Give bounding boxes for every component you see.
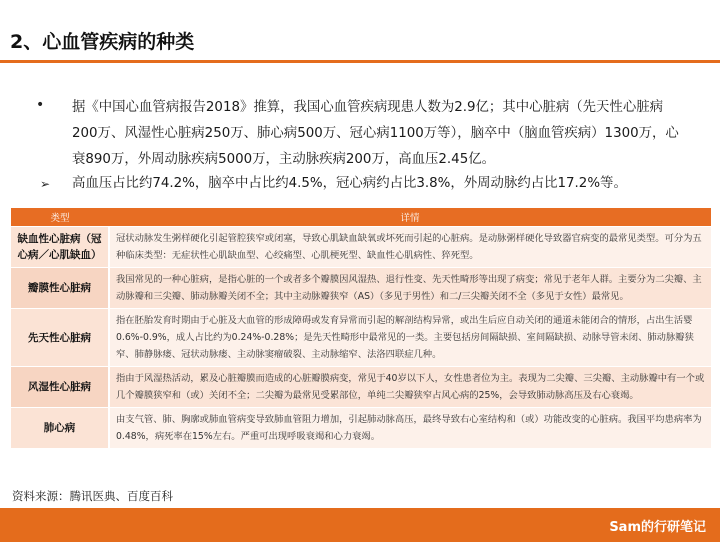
brand-label: Sam的行研笔记 [609, 520, 706, 535]
detail-cell: 指由于风湿热活动，累及心脏瓣膜而造成的心脏瓣膜病变，常见于40岁以下人，女性患者位为主。表现为二尖瓣、三尖瓣、主动脉瓣中有一个或几个瓣膜狭窄和（或）关闭不全；二尖瓣为最常见受累部位，单纯二尖瓣狭窄占风心病的25%，会导致肺动脉高压及右心衰竭。 [109, 367, 711, 408]
table-row [11, 367, 711, 408]
page-title: 2、心血管疾病的种类 [10, 31, 195, 53]
table-row [11, 268, 711, 309]
proportion-paragraph: 高血压占比约74.2%，脑卒中占比约4.5%，冠心病约占比3.8%，外周动脉约占比17.2%等。 [72, 176, 627, 191]
type-cell: 先天性心脏病 [11, 309, 109, 367]
table-row [11, 408, 711, 449]
title-divider [0, 60, 720, 63]
detail-cell: 指在胚胎发育时期由于心脏及大血管的形成障碍或发育异常而引起的解剖结构异常，或出生后应自动关闭的通道未能闭合的情形，占出生活婴0.6%-0.9%，成人占比约为0.24%-0.28%；是先天性畸形中最常见的一类。主要包括房间隔缺损、室间隔缺损、动脉导管未闭、肺动脉瓣狭窄、肺静脉瘘、冠状动脉瘘、主动脉窦瘤破裂、主动脉缩窄、法洛四联症几种。 [109, 309, 711, 367]
type-cell: 风湿性心脏病 [11, 367, 109, 408]
table-header-row [11, 208, 711, 227]
bullet-icon: • [36, 97, 45, 113]
arrow-bullet-icon: ➢ [40, 177, 51, 191]
header-type: 类型 [11, 208, 109, 227]
source-note: 资料来源：腾讯医典、百度百科 [12, 489, 173, 503]
header-detail: 详情 [109, 208, 711, 227]
type-cell: 缺血性心脏病（冠心病／心肌缺血） [11, 227, 109, 268]
summary-paragraph: 据《中国心血管病报告2018》推算，我国心血管疾病现患人数为2.9亿；其中心脏病（先天性心脏病200万、风湿性心脏病250万、肺心病500万、冠心病1100万等），脑卒中（脑血管疾病）1300万，心衰890万，外周动脉疾病5000万，主动脉疾病200万，高血压2.45亿。 [72, 100, 679, 167]
footer-bar [0, 508, 720, 542]
table-row [11, 227, 711, 268]
detail-cell: 冠状动脉发生粥样硬化引起管腔狭窄或闭塞，导致心肌缺血缺氧或坏死而引起的心脏病。是动脉粥样硬化导致器官病变的最常见类型。可分为五种临床类型：无症状性心肌缺血型、心绞痛型、心肌梗死型、缺血性心肌病性、猝死型。 [109, 227, 711, 268]
type-cell: 肺心病 [11, 408, 109, 449]
disease-types-table [11, 208, 711, 449]
type-cell: 瓣膜性心脏病 [11, 268, 109, 309]
detail-cell: 我国常见的一种心脏病，是指心脏的一个或者多个瓣膜因风湿热、退行性变、先天性畸形等出现了病变；常见于老年人群。主要分为二尖瓣、主动脉瓣和三尖瓣、肺动脉瓣关闭不全；其中主动脉瓣狭窄（AS）（多见于男性）和二/三尖瓣关闭不全（多见于女性）最常见。 [109, 268, 711, 309]
detail-cell: 由支气管、肺、胸廓或肺血管病变导致肺血管阻力增加，引起肺动脉高压，最终导致右心室结构和（或）功能改变的心脏病。我国平均患病率为0.48%，病死率在15%左右。严重可出现呼吸衰竭和心力衰竭。 [109, 408, 711, 449]
table-row [11, 309, 711, 367]
